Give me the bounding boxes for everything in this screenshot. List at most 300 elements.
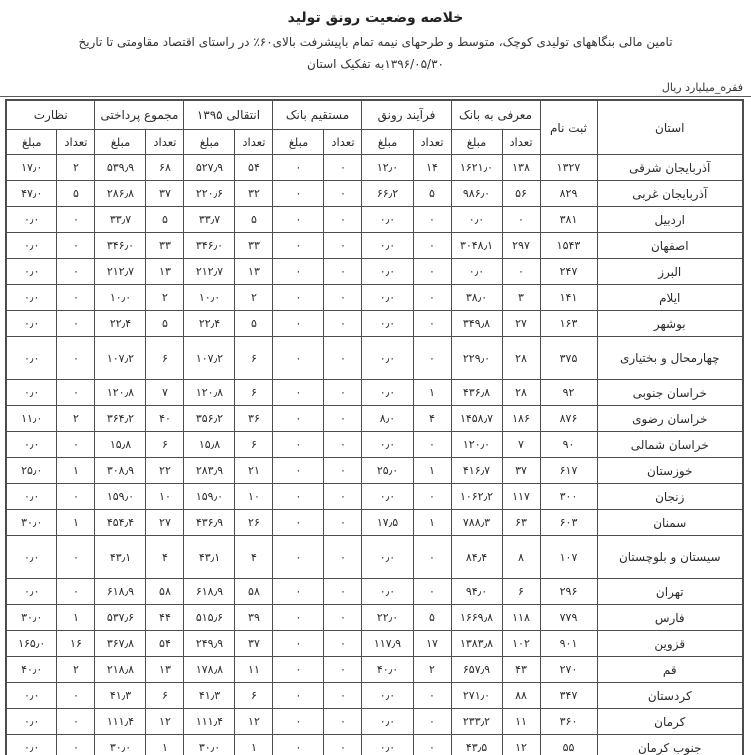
cell-value: ۴۳٫۱ bbox=[95, 536, 146, 579]
cell-value: ۰ bbox=[413, 337, 451, 380]
cell-value: ۳۲ bbox=[235, 181, 273, 207]
header-amount: مبلغ bbox=[273, 130, 324, 155]
cell-value: ۲۵٫۰ bbox=[362, 458, 413, 484]
cell-value: ۰ bbox=[57, 207, 95, 233]
table-header bbox=[6, 100, 743, 155]
cell-value: ۰ bbox=[57, 735, 95, 755]
cell-value: ۰ bbox=[273, 657, 324, 683]
table-row bbox=[6, 181, 743, 207]
table-row bbox=[6, 458, 743, 484]
cell-value: ۲۹۶ bbox=[540, 579, 597, 605]
cell-value: ۰ bbox=[324, 233, 362, 259]
cell-value: ۰ bbox=[324, 458, 362, 484]
cell-value: ۵ bbox=[57, 181, 95, 207]
cell-province: کرمان bbox=[597, 709, 743, 735]
cell-value: ۲۷۱٫۰ bbox=[451, 683, 502, 709]
cell-value: ۰ bbox=[57, 311, 95, 337]
cell-value: ۲۲۰٫۶ bbox=[184, 181, 235, 207]
cell-value: ۵۸ bbox=[235, 579, 273, 605]
cell-value: ۰ bbox=[273, 579, 324, 605]
cell-value: ۴۳۶٫۸ bbox=[451, 380, 502, 406]
table-row bbox=[6, 337, 743, 380]
cell-value: ۰٫۰ bbox=[362, 207, 413, 233]
table-row bbox=[6, 259, 743, 285]
cell-value: ۲۱۸٫۸ bbox=[95, 657, 146, 683]
cell-province: سیستان و بلوچستان bbox=[597, 536, 743, 579]
cell-value: ۰٫۰ bbox=[6, 380, 57, 406]
cell-value: ۴۰٫۰ bbox=[362, 657, 413, 683]
cell-value: ۲۳۳٫۲ bbox=[451, 709, 502, 735]
header-group-supervision: نظارت bbox=[6, 100, 95, 130]
cell-province: البرز bbox=[597, 259, 743, 285]
cell-value: ۰٫۰ bbox=[362, 259, 413, 285]
cell-value: ۱۰ bbox=[235, 484, 273, 510]
cell-value: ۰ bbox=[324, 155, 362, 181]
cell-value: ۰٫۰ bbox=[6, 683, 57, 709]
cell-value: ۹۲ bbox=[540, 380, 597, 406]
cell-value: ۲ bbox=[413, 657, 451, 683]
cell-value: ۲ bbox=[57, 657, 95, 683]
cell-value: ۱ bbox=[146, 735, 184, 755]
subtitle bbox=[14, 32, 737, 75]
table-row bbox=[6, 311, 743, 337]
cell-value: ۱۵۴۳ bbox=[540, 233, 597, 259]
cell-value: ۶ bbox=[502, 579, 540, 605]
cell-value: ۲۲۹٫۰ bbox=[451, 337, 502, 380]
cell-value: ۰٫۰ bbox=[362, 285, 413, 311]
cell-value: ۳۰٫۰ bbox=[95, 735, 146, 755]
cell-value: ۰ bbox=[413, 259, 451, 285]
cell-value: ۰ bbox=[413, 207, 451, 233]
header-group-row bbox=[6, 100, 743, 130]
cell-value: ۰٫۰ bbox=[6, 285, 57, 311]
cell-value: ۰ bbox=[324, 510, 362, 536]
header-amount: مبلغ bbox=[184, 130, 235, 155]
cell-value: ۱۵٫۸ bbox=[184, 432, 235, 458]
cell-value: ۰ bbox=[413, 311, 451, 337]
cell-value: ۳۰۴۸٫۱ bbox=[451, 233, 502, 259]
cell-value: ۰ bbox=[57, 683, 95, 709]
cell-value: ۶ bbox=[235, 380, 273, 406]
cell-value: ۰ bbox=[273, 458, 324, 484]
cell-value: ۴۵۴٫۴ bbox=[95, 510, 146, 536]
cell-value: ۳۰٫۰ bbox=[6, 605, 57, 631]
cell-value: ۲ bbox=[57, 155, 95, 181]
cell-value: ۰ bbox=[502, 207, 540, 233]
cell-value: ۰ bbox=[324, 709, 362, 735]
cell-value: ۰ bbox=[324, 259, 362, 285]
cell-province: جنوب کرمان bbox=[597, 735, 743, 755]
cell-value: ۹۰۱ bbox=[540, 631, 597, 657]
cell-value: ۰ bbox=[57, 380, 95, 406]
cell-value: ۰ bbox=[273, 207, 324, 233]
cell-value: ۲۲٫۰ bbox=[362, 605, 413, 631]
cell-value: ۷۸۸٫۳ bbox=[451, 510, 502, 536]
cell-value: ۲۸۶٫۸ bbox=[95, 181, 146, 207]
cell-value: ۲۴۷ bbox=[540, 259, 597, 285]
cell-value: ۳۶ bbox=[235, 406, 273, 432]
cell-value: ۴۰٫۰ bbox=[6, 657, 57, 683]
cell-value: ۱۰٫۰ bbox=[184, 285, 235, 311]
cell-value: ۲۵٫۰ bbox=[6, 458, 57, 484]
table-row bbox=[6, 155, 743, 181]
cell-value: ۰ bbox=[324, 484, 362, 510]
cell-value: ۰٫۰ bbox=[6, 311, 57, 337]
cell-value: ۰ bbox=[273, 155, 324, 181]
cell-value: ۱۴۱ bbox=[540, 285, 597, 311]
table-row bbox=[6, 380, 743, 406]
cell-province: زنجان bbox=[597, 484, 743, 510]
table-row bbox=[6, 735, 743, 755]
table-row bbox=[6, 709, 743, 735]
cell-value: ۱۱۷ bbox=[502, 484, 540, 510]
cell-value: ۰٫۰ bbox=[362, 337, 413, 380]
cell-value: ۰٫۰ bbox=[362, 709, 413, 735]
header-count: تعداد bbox=[324, 130, 362, 155]
cell-value: ۰ bbox=[413, 484, 451, 510]
cell-value: ۰ bbox=[324, 380, 362, 406]
cell-value: ۹۸۶٫۰ bbox=[451, 181, 502, 207]
cell-value: ۲۷ bbox=[502, 311, 540, 337]
table-row bbox=[6, 510, 743, 536]
cell-province: اصفهان bbox=[597, 233, 743, 259]
cell-value: ۱۴۵۸٫۷ bbox=[451, 406, 502, 432]
production-table bbox=[5, 99, 744, 755]
cell-value: ۰ bbox=[413, 285, 451, 311]
cell-value: ۳۴۶٫۰ bbox=[184, 233, 235, 259]
cell-value: ۵۵ bbox=[540, 735, 597, 755]
cell-value: ۵۴ bbox=[235, 155, 273, 181]
cell-province: خراسان رضوی bbox=[597, 406, 743, 432]
cell-value: ۱۰ bbox=[146, 484, 184, 510]
cell-value: ۳۷ bbox=[502, 458, 540, 484]
cell-value: ۵۲۷٫۹ bbox=[184, 155, 235, 181]
header-count: تعداد bbox=[413, 130, 451, 155]
cell-value: ۰٫۰ bbox=[6, 259, 57, 285]
cell-province: خوزستان bbox=[597, 458, 743, 484]
cell-value: ۵۶ bbox=[502, 181, 540, 207]
cell-value: ۳۴۹٫۸ bbox=[451, 311, 502, 337]
cell-value: ۳۶۷٫۸ bbox=[95, 631, 146, 657]
cell-value: ۳۳٫۷ bbox=[95, 207, 146, 233]
cell-value: ۰ bbox=[324, 406, 362, 432]
cell-value: ۱۳۸ bbox=[502, 155, 540, 181]
cell-value: ۰٫۰ bbox=[451, 207, 502, 233]
cell-value: ۴۳٫۵ bbox=[451, 735, 502, 755]
cell-value: ۱۶۵٫۰ bbox=[6, 631, 57, 657]
cell-value: ۲۷۰ bbox=[540, 657, 597, 683]
cell-value: ۰ bbox=[273, 432, 324, 458]
cell-value: ۵ bbox=[146, 207, 184, 233]
cell-value: ۰٫۰ bbox=[6, 233, 57, 259]
cell-value: ۰٫۰ bbox=[6, 735, 57, 755]
cell-value: ۰ bbox=[273, 683, 324, 709]
cell-value: ۶ bbox=[146, 683, 184, 709]
cell-value: ۱ bbox=[57, 510, 95, 536]
cell-value: ۰٫۰ bbox=[6, 432, 57, 458]
header-group-total-paid: مجموع پرداختی bbox=[95, 100, 184, 130]
cell-value: ۲۲٫۴ bbox=[184, 311, 235, 337]
cell-value: ۱۲۰٫۸ bbox=[95, 380, 146, 406]
cell-value: ۴ bbox=[235, 536, 273, 579]
cell-value: ۸٫۰ bbox=[362, 406, 413, 432]
cell-value: ۰ bbox=[324, 311, 362, 337]
cell-value: ۱۲۰٫۰ bbox=[451, 432, 502, 458]
cell-value: ۱۶۳ bbox=[540, 311, 597, 337]
table-row bbox=[6, 285, 743, 311]
cell-value: ۵۳۷٫۶ bbox=[95, 605, 146, 631]
cell-value: ۰ bbox=[57, 579, 95, 605]
cell-value: ۰ bbox=[57, 484, 95, 510]
cell-value: ۴۰ bbox=[146, 406, 184, 432]
cell-value: ۱۲ bbox=[502, 735, 540, 755]
cell-value: ۶ bbox=[146, 432, 184, 458]
cell-value: ۱۶۲۱٫۰ bbox=[451, 155, 502, 181]
cell-value: ۱۶۶۹٫۸ bbox=[451, 605, 502, 631]
header-amount: مبلغ bbox=[6, 130, 57, 155]
cell-value: ۰ bbox=[502, 259, 540, 285]
cell-value: ۰ bbox=[324, 631, 362, 657]
cell-value: ۴۳٫۱ bbox=[184, 536, 235, 579]
cell-value: ۰ bbox=[273, 380, 324, 406]
cell-value: ۱۰۶۲٫۲ bbox=[451, 484, 502, 510]
cell-value: ۱۳۲۷ bbox=[540, 155, 597, 181]
cell-value: ۰ bbox=[413, 536, 451, 579]
cell-value: ۰ bbox=[413, 579, 451, 605]
cell-value: ۱۳ bbox=[146, 259, 184, 285]
cell-value: ۰ bbox=[273, 285, 324, 311]
cell-value: ۰٫۰ bbox=[362, 735, 413, 755]
table-row bbox=[6, 631, 743, 657]
cell-value: ۱۵۹٫۰ bbox=[95, 484, 146, 510]
header-count: تعداد bbox=[502, 130, 540, 155]
cell-value: ۴۱٫۳ bbox=[95, 683, 146, 709]
cell-value: ۴۱۶٫۷ bbox=[451, 458, 502, 484]
subtitle-line2: ۱۳۹۶/۰۵/۳۰به تفکیک استان bbox=[307, 56, 444, 71]
cell-province: قم bbox=[597, 657, 743, 683]
cell-value: ۳۳٫۷ bbox=[184, 207, 235, 233]
header-group-carried-over-1395: انتقالی ۱۳۹۵ bbox=[184, 100, 273, 130]
cell-value: ۱۰۲ bbox=[502, 631, 540, 657]
cell-value: ۰ bbox=[324, 432, 362, 458]
cell-value: ۰٫۰ bbox=[362, 380, 413, 406]
cell-value: ۰ bbox=[273, 337, 324, 380]
cell-province: اردبیل bbox=[597, 207, 743, 233]
cell-value: ۱۰۷٫۲ bbox=[95, 337, 146, 380]
cell-value: ۲۸ bbox=[502, 380, 540, 406]
unit-label: فقره_میلیارد ریال bbox=[661, 81, 743, 95]
cell-value: ۲ bbox=[57, 406, 95, 432]
cell-value: ۰٫۰ bbox=[362, 579, 413, 605]
cell-province: قزوین bbox=[597, 631, 743, 657]
cell-value: ۱ bbox=[413, 458, 451, 484]
cell-value: ۵۱۵٫۶ bbox=[184, 605, 235, 631]
cell-value: ۸۸ bbox=[502, 683, 540, 709]
cell-value: ۱۱ bbox=[235, 657, 273, 683]
divider-rule bbox=[0, 96, 751, 97]
header-amount: مبلغ bbox=[362, 130, 413, 155]
cell-value: ۰ bbox=[273, 233, 324, 259]
header-count: تعداد bbox=[235, 130, 273, 155]
cell-value: ۵۳۹٫۹ bbox=[95, 155, 146, 181]
cell-value: ۶۱۷ bbox=[540, 458, 597, 484]
cell-value: ۶ bbox=[235, 432, 273, 458]
cell-value: ۶ bbox=[235, 337, 273, 380]
cell-value: ۰ bbox=[273, 605, 324, 631]
cell-value: ۰ bbox=[324, 536, 362, 579]
cell-value: ۰٫۰ bbox=[362, 484, 413, 510]
cell-value: ۰ bbox=[273, 181, 324, 207]
cell-value: ۳۵۶٫۲ bbox=[184, 406, 235, 432]
cell-value: ۰٫۰ bbox=[451, 259, 502, 285]
cell-value: ۰ bbox=[273, 406, 324, 432]
cell-value: ۰٫۰ bbox=[362, 432, 413, 458]
cell-value: ۱۷٫۵ bbox=[362, 510, 413, 536]
page-title: خلاصه وضعیت رونق تولید bbox=[287, 10, 464, 26]
cell-value: ۲۶ bbox=[235, 510, 273, 536]
table-row bbox=[6, 579, 743, 605]
cell-value: ۱۱۱٫۴ bbox=[184, 709, 235, 735]
cell-province: سمنان bbox=[597, 510, 743, 536]
table-row bbox=[6, 233, 743, 259]
table-body bbox=[6, 155, 743, 755]
cell-value: ۰٫۰ bbox=[6, 536, 57, 579]
cell-value: ۲۲ bbox=[146, 458, 184, 484]
cell-value: ۰ bbox=[413, 709, 451, 735]
cell-value: ۶۱۸٫۹ bbox=[184, 579, 235, 605]
cell-value: ۰٫۰ bbox=[362, 233, 413, 259]
table-row bbox=[6, 406, 743, 432]
cell-value: ۴ bbox=[146, 536, 184, 579]
cell-value: ۱۷۸٫۸ bbox=[184, 657, 235, 683]
cell-value: ۳۴۶٫۰ bbox=[95, 233, 146, 259]
cell-value: ۰ bbox=[413, 683, 451, 709]
cell-value: ۳۷ bbox=[146, 181, 184, 207]
cell-value: ۰ bbox=[324, 285, 362, 311]
cell-value: ۲۱ bbox=[235, 458, 273, 484]
cell-value: ۵۸ bbox=[146, 579, 184, 605]
cell-value: ۰ bbox=[57, 233, 95, 259]
cell-value: ۴۷٫۰ bbox=[6, 181, 57, 207]
cell-value: ۱ bbox=[413, 380, 451, 406]
cell-value: ۲۸ bbox=[502, 337, 540, 380]
cell-province: آذربایجان غربی bbox=[597, 181, 743, 207]
cell-value: ۱۱۸ bbox=[502, 605, 540, 631]
cell-province: خراسان جنوبی bbox=[597, 380, 743, 406]
cell-value: ۳۰۸٫۹ bbox=[95, 458, 146, 484]
cell-value: ۳۸۱ bbox=[540, 207, 597, 233]
cell-value: ۰ bbox=[413, 432, 451, 458]
cell-value: ۲۱۲٫۷ bbox=[95, 259, 146, 285]
cell-value: ۴۱٫۳ bbox=[184, 683, 235, 709]
cell-value: ۲۲٫۴ bbox=[95, 311, 146, 337]
cell-value: ۱۱ bbox=[502, 709, 540, 735]
cell-value: ۱۳۸۳٫۸ bbox=[451, 631, 502, 657]
cell-value: ۰ bbox=[413, 233, 451, 259]
cell-value: ۳۰٫۰ bbox=[6, 510, 57, 536]
cell-value: ۰ bbox=[324, 683, 362, 709]
cell-value: ۲ bbox=[146, 285, 184, 311]
cell-value: ۴۳ bbox=[502, 657, 540, 683]
cell-value: ۶۱۸٫۹ bbox=[95, 579, 146, 605]
cell-value: ۳۴۷ bbox=[540, 683, 597, 709]
cell-value: ۳۷ bbox=[235, 631, 273, 657]
cell-value: ۰ bbox=[324, 657, 362, 683]
cell-value: ۸۷۶ bbox=[540, 406, 597, 432]
cell-value: ۰ bbox=[57, 259, 95, 285]
cell-value: ۳۹ bbox=[235, 605, 273, 631]
cell-value: ۸۴٫۴ bbox=[451, 536, 502, 579]
cell-province: آذربایجان شرقی bbox=[597, 155, 743, 181]
cell-value: ۱۰۷ bbox=[540, 536, 597, 579]
cell-value: ۲۹۷ bbox=[502, 233, 540, 259]
cell-value: ۶۰۳ bbox=[540, 510, 597, 536]
table-row bbox=[6, 657, 743, 683]
cell-value: ۹۴٫۰ bbox=[451, 579, 502, 605]
cell-value: ۰ bbox=[57, 432, 95, 458]
cell-value: ۳۳ bbox=[146, 233, 184, 259]
cell-value: ۰ bbox=[273, 735, 324, 755]
cell-value: ۱۷ bbox=[413, 631, 451, 657]
cell-value: ۰ bbox=[273, 510, 324, 536]
cell-value: ۴۳۶٫۹ bbox=[184, 510, 235, 536]
header-province: استان bbox=[597, 100, 743, 155]
cell-value: ۶۸ bbox=[146, 155, 184, 181]
cell-value: ۳۶۴٫۲ bbox=[95, 406, 146, 432]
cell-value: ۱۲۰٫۸ bbox=[184, 380, 235, 406]
cell-value: ۰ bbox=[273, 311, 324, 337]
cell-value: ۰ bbox=[273, 259, 324, 285]
cell-value: ۵۴ bbox=[146, 631, 184, 657]
cell-value: ۱۱۷٫۹ bbox=[362, 631, 413, 657]
cell-value: ۳ bbox=[502, 285, 540, 311]
header-amount: مبلغ bbox=[95, 130, 146, 155]
cell-value: ۵ bbox=[235, 311, 273, 337]
cell-value: ۲۷ bbox=[146, 510, 184, 536]
cell-value: ۰٫۰ bbox=[6, 709, 57, 735]
header-group-direct-bank: مستقیم بانک bbox=[273, 100, 362, 130]
cell-value: ۰ bbox=[324, 735, 362, 755]
cell-value: ۰ bbox=[273, 631, 324, 657]
cell-value: ۰٫۰ bbox=[362, 536, 413, 579]
cell-value: ۱۳ bbox=[235, 259, 273, 285]
cell-value: ۳۶۰ bbox=[540, 709, 597, 735]
cell-value: ۳۰۰ bbox=[540, 484, 597, 510]
cell-value: ۱۰٫۰ bbox=[95, 285, 146, 311]
cell-value: ۳۷۵ bbox=[540, 337, 597, 380]
cell-value: ۰ bbox=[324, 181, 362, 207]
cell-value: ۶۶٫۲ bbox=[362, 181, 413, 207]
cell-value: ۱ bbox=[57, 458, 95, 484]
cell-value: ۵ bbox=[146, 311, 184, 337]
cell-value: ۱۸۶ bbox=[502, 406, 540, 432]
cell-value: ۷ bbox=[146, 380, 184, 406]
cell-value: ۴۴ bbox=[146, 605, 184, 631]
header-count: تعداد bbox=[57, 130, 95, 155]
cell-value: ۰ bbox=[273, 709, 324, 735]
cell-value: ۱۱۱٫۴ bbox=[95, 709, 146, 735]
cell-value: ۳۸٫۰ bbox=[451, 285, 502, 311]
cell-value: ۰٫۰ bbox=[6, 207, 57, 233]
subtitle-line1: تامین مالی بنگاههای تولیدی کوچک، متوسط و طرحهای نیمه تمام باپیشرفت بالای۶۰٪ در راستای اقتصاد مقاومتی تا تاریخ bbox=[78, 35, 673, 49]
cell-province: فارس bbox=[597, 605, 743, 631]
cell-value: ۰ bbox=[324, 207, 362, 233]
cell-value: ۱۲ bbox=[146, 709, 184, 735]
cell-value: ۱۰۷٫۲ bbox=[184, 337, 235, 380]
cell-value: ۰ bbox=[273, 484, 324, 510]
cell-value: ۲ bbox=[235, 285, 273, 311]
cell-value: ۲۴۹٫۹ bbox=[184, 631, 235, 657]
